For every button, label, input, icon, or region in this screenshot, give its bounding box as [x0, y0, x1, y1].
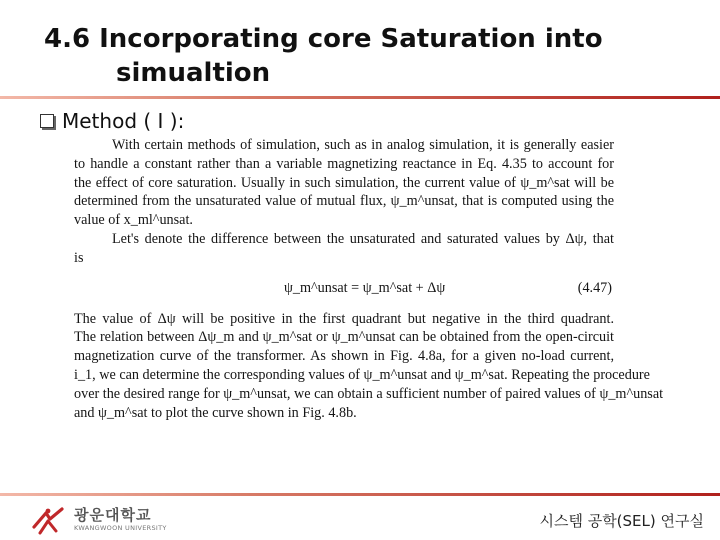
equation-row [74, 272, 614, 306]
excerpt-line: With certain methods of simulation, such as in analog simulation, it is generally easier [112, 137, 614, 153]
logo-korean-text: 광운대학교 [74, 506, 152, 525]
excerpt-line: The value of Δψ will be positive in the first quadrant but negative in the third quadrant. [74, 310, 614, 327]
logo-english-text: KWANGWOON UNIVERSITY [74, 524, 167, 533]
excerpt-line: is [74, 249, 84, 266]
excerpt-line: determined from the unsaturated value of mutual flux, ψ_m^unsat, that is computed using the [74, 193, 614, 210]
excerpt-line: i_1, we can determine the corresponding values of ψ_m^unsat and ψ_m^sat. Repeating the procedure [74, 366, 650, 383]
slide-title-line1: 4.6 Incorporating core Saturation into [44, 24, 603, 54]
equation-number: (4.47) [577, 280, 612, 297]
university-logo [30, 503, 167, 537]
slide-title-line2: simualtion [116, 58, 271, 88]
title-divider [0, 96, 720, 99]
bullet-item [40, 108, 184, 134]
excerpt-line: to handle a constant rather than a variable magnetizing reactance in Eq. 4.35 to account for [74, 155, 614, 172]
excerpt-line: value of x_ml^unsat. [74, 212, 193, 229]
lab-name: 시스템 공학(SEL) 연구실 [539, 512, 704, 530]
excerpt-line: over the desired range for ψ_m^unsat, we can obtain a sufficient number of paired values of ψ_m^unsat [74, 385, 664, 402]
scanned-text-excerpt [74, 136, 664, 421]
university-emblem-icon [30, 505, 66, 535]
slide-title [44, 22, 684, 90]
checkbox-bullet-icon [40, 114, 54, 128]
excerpt-line: The relation between Δψ_m and ψ_m^sat or ψ_m^unsat can be obtained from the open-circuit [74, 329, 614, 346]
footer-divider [0, 493, 720, 496]
excerpt-line: the effect of core saturation. Usually in such simulation, the current value of ψ_m^sat will be [74, 174, 614, 191]
excerpt-line: Let's denote the difference between the unsaturated and saturated values by Δψ, that [112, 230, 614, 247]
excerpt-line: magnetization curve of the transformer. As shown in Fig. 4.8a, for a given no-load current, [74, 348, 614, 365]
excerpt-line: and ψ_m^sat to plot the curve shown in Fig. 4.8b. [74, 404, 357, 421]
bullet-label: Method ( I ): [62, 109, 185, 133]
equation: ψ_m^unsat = ψ_m^sat + Δψ [284, 280, 446, 297]
